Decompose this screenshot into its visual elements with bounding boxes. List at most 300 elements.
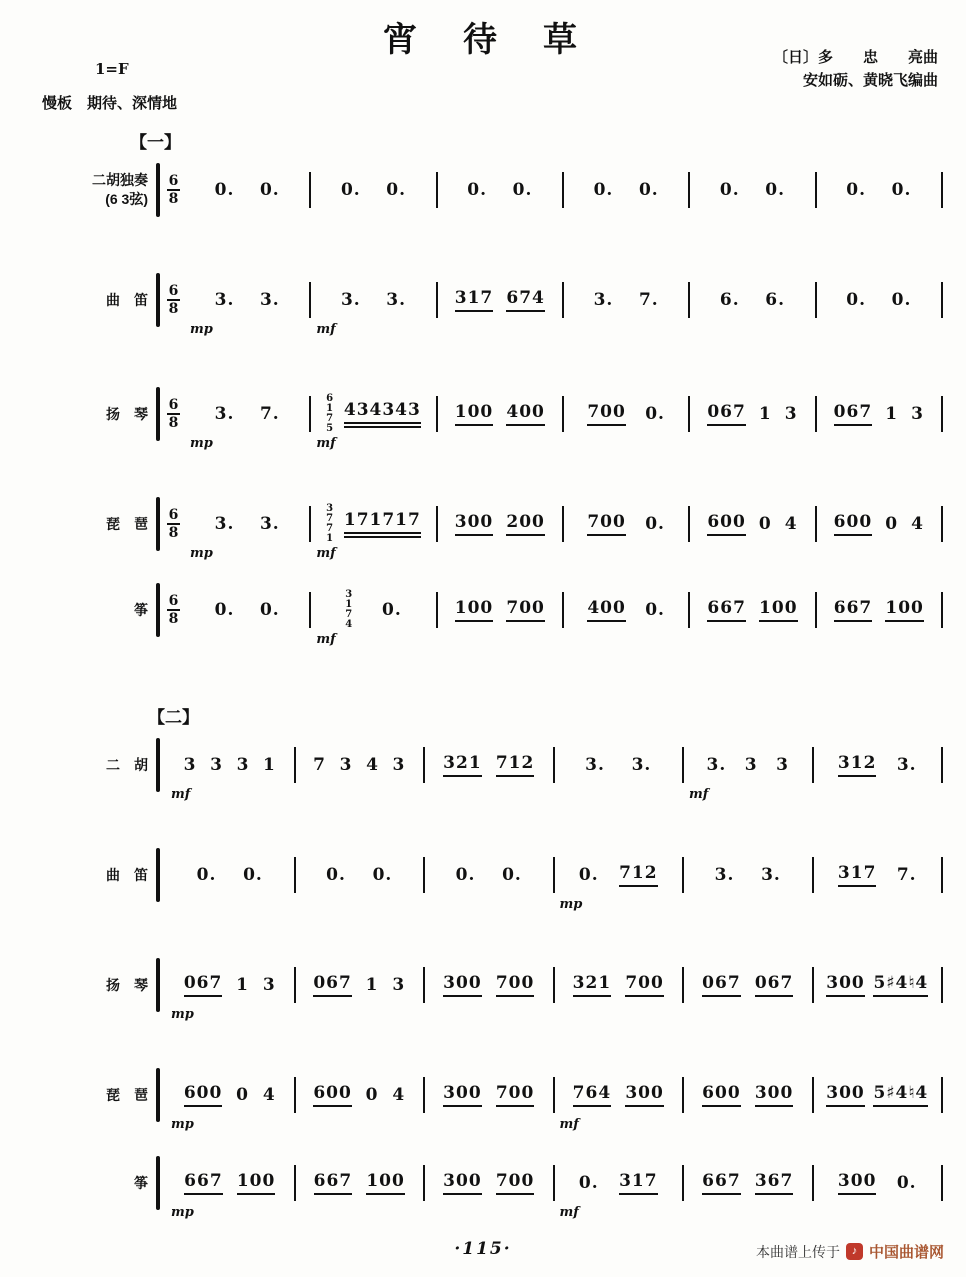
measure-line xyxy=(167,855,944,912)
composer-credits xyxy=(773,46,938,93)
time-signature-numerator: 6 xyxy=(168,283,179,299)
barline xyxy=(941,857,943,893)
barline xyxy=(941,592,943,628)
score-body xyxy=(0,128,966,1220)
barline xyxy=(423,747,425,783)
measure xyxy=(167,745,293,802)
note-group: 400 xyxy=(506,402,545,426)
barline xyxy=(294,967,296,1003)
dynamic-marking: mf xyxy=(171,787,191,802)
barline xyxy=(682,857,684,893)
staff-bracket xyxy=(156,738,160,792)
note-group: 0. xyxy=(196,865,217,885)
instrument-label-col xyxy=(30,866,156,885)
chord-note: 1 xyxy=(326,533,334,544)
dynamic-marking: mp xyxy=(559,897,583,912)
note-group: 3. xyxy=(259,514,280,534)
note-group: 0. xyxy=(891,180,912,200)
instrument-label-col xyxy=(30,756,156,775)
note-group: 0. xyxy=(259,180,280,200)
barline xyxy=(309,396,311,432)
note-group: 6. xyxy=(719,290,740,310)
section-marker: 【二】 xyxy=(148,708,199,727)
time-signature xyxy=(167,174,180,206)
barline xyxy=(294,1165,296,1201)
dynamic-marking: mp xyxy=(171,1205,194,1220)
barline xyxy=(562,172,564,208)
barline xyxy=(941,172,943,208)
measure xyxy=(818,170,940,210)
note-group: 067 xyxy=(184,973,223,997)
note-group: 667 xyxy=(184,1171,223,1195)
note-group: 0. xyxy=(340,180,361,200)
time-signature xyxy=(167,508,180,540)
measure xyxy=(556,745,682,785)
note-group: 0. xyxy=(645,514,665,534)
measure xyxy=(815,855,941,895)
note-group: 300 xyxy=(826,1083,865,1107)
measure xyxy=(818,394,940,434)
barline xyxy=(688,282,690,318)
measure xyxy=(167,1163,293,1220)
note-group: 7. xyxy=(638,290,659,310)
note-group: 6. xyxy=(765,290,786,310)
measure xyxy=(312,170,434,210)
note-group: 3. xyxy=(585,755,605,775)
instrument-label: 曲 笛 xyxy=(106,291,148,308)
note-group: 5♯4♮4 xyxy=(873,973,928,997)
staves-group xyxy=(30,163,944,647)
note-group: 712 xyxy=(496,753,535,777)
staff-bracket xyxy=(156,497,160,551)
arranger-line: 安如砺、黄晓飞编曲 xyxy=(802,72,938,90)
note-group: 321 xyxy=(443,753,482,777)
barline xyxy=(562,592,564,628)
barline xyxy=(423,1077,425,1113)
tempo-marking: 慢板 期待、深情地 xyxy=(42,95,178,112)
note-group: 3. xyxy=(896,755,917,775)
page-footer xyxy=(0,1239,966,1263)
barline xyxy=(553,967,555,1003)
note-group: 0. xyxy=(593,180,614,200)
note-group: 5♯4♮4 xyxy=(873,1083,928,1107)
barline xyxy=(423,1165,425,1201)
note-group: 0. xyxy=(214,180,235,200)
note-group: 600 xyxy=(184,1083,223,1107)
barline xyxy=(941,1077,943,1113)
note-group: 3. xyxy=(631,755,652,775)
measure xyxy=(685,1163,811,1203)
note-group: 3 xyxy=(236,755,250,775)
barline xyxy=(309,282,311,318)
note-group: 0. xyxy=(896,1173,917,1193)
chord-note: 5 xyxy=(326,423,334,434)
note-group: 0 xyxy=(236,1085,249,1105)
barline xyxy=(553,857,555,893)
note-group: 300 xyxy=(826,973,865,997)
instrument-sublabel: (6 3弦) xyxy=(105,191,148,207)
measure xyxy=(439,280,561,320)
note-group: 100 xyxy=(885,598,924,622)
measure xyxy=(439,170,561,210)
note-group: 067 xyxy=(313,973,352,997)
measure xyxy=(815,745,941,785)
time-signature-denominator: 8 xyxy=(168,525,179,541)
note-group: 600 xyxy=(313,1083,352,1107)
note-group: 300 xyxy=(838,1171,877,1195)
note-group: 3 xyxy=(339,755,353,775)
measure-line xyxy=(186,170,944,210)
section-marker: 【一】 xyxy=(130,133,181,152)
note-group: 434343 xyxy=(344,400,421,428)
note-group: 067 xyxy=(707,402,746,426)
note-group: 300 xyxy=(443,1083,482,1107)
barline xyxy=(553,1077,555,1113)
barline xyxy=(294,1077,296,1113)
barline xyxy=(436,172,438,208)
note-group: 200 xyxy=(506,512,545,536)
note-group: 667 xyxy=(314,1171,353,1195)
note-group: 100 xyxy=(455,402,494,426)
note-group: 4 xyxy=(366,755,379,775)
note-group: 321 xyxy=(573,973,612,997)
instrument-label: 筝 xyxy=(134,1174,148,1191)
measure-line xyxy=(167,745,944,802)
dynamic-marking: mf xyxy=(689,787,709,802)
note-group: 600 xyxy=(707,512,746,536)
chord-note: 3 xyxy=(345,589,353,600)
note-group: 667 xyxy=(702,1171,741,1195)
note-group: 067 xyxy=(834,402,873,426)
note-group: 171717 xyxy=(344,510,421,538)
note-group: 600 xyxy=(702,1083,741,1107)
time-signature xyxy=(167,398,180,430)
barline xyxy=(562,282,564,318)
measure xyxy=(426,1075,552,1115)
instrument-label-col xyxy=(30,291,156,310)
measure xyxy=(556,855,682,912)
note-group: 0. xyxy=(645,600,665,620)
note-group: 067 xyxy=(755,973,794,997)
barline xyxy=(688,506,690,542)
note-group: 300 xyxy=(625,1083,664,1107)
note-group: 0. xyxy=(455,865,476,885)
score-header xyxy=(0,0,966,128)
measure xyxy=(426,1163,552,1203)
note-group: 700 xyxy=(506,598,545,622)
measure xyxy=(312,503,434,561)
site-name: 中国曲谱网 xyxy=(868,1244,944,1261)
barline xyxy=(309,592,311,628)
measure xyxy=(565,590,687,630)
instrument-label-col xyxy=(30,601,156,620)
note-group: 0. xyxy=(846,290,866,310)
note-group: 0. xyxy=(214,600,235,620)
dynamic-marking: mp xyxy=(171,1007,194,1022)
barline xyxy=(941,282,943,318)
note-group: 3 xyxy=(392,975,406,995)
barline xyxy=(812,747,814,783)
staff-bracket xyxy=(156,1156,160,1210)
note-group: 0. xyxy=(765,180,786,200)
instrument-label: 琵 琶 xyxy=(106,1086,148,1103)
note-group: 3 xyxy=(262,975,276,995)
note-group: 600 xyxy=(834,512,873,536)
time-signature-numerator: 6 xyxy=(168,507,179,523)
measure xyxy=(691,280,813,320)
note-group: 7. xyxy=(896,865,917,885)
note-group: 100 xyxy=(455,598,494,622)
measure xyxy=(439,394,561,434)
barline xyxy=(436,396,438,432)
barline xyxy=(812,857,814,893)
instrument-label-col xyxy=(30,1086,156,1105)
staff-row xyxy=(30,848,944,912)
barline xyxy=(815,172,817,208)
measure-line xyxy=(167,1163,944,1220)
score-section xyxy=(30,703,944,1220)
measure-line xyxy=(167,965,944,1022)
note-group: 0. xyxy=(386,180,407,200)
note-group: 317 xyxy=(619,1171,658,1195)
note-group: 0. xyxy=(502,865,522,885)
note-group: 3. xyxy=(386,290,407,310)
note-group: 3 xyxy=(744,755,758,775)
barline xyxy=(436,592,438,628)
note-group: 3 xyxy=(776,755,789,775)
note-group: 667 xyxy=(707,598,746,622)
barline xyxy=(553,1165,555,1201)
measure xyxy=(312,393,434,451)
note-group: 300 xyxy=(443,973,482,997)
note-group: 764 xyxy=(573,1083,612,1107)
measure xyxy=(691,394,813,434)
barline xyxy=(553,747,555,783)
note-group: 0 xyxy=(885,514,899,534)
barline xyxy=(562,506,564,542)
measure xyxy=(167,855,293,895)
measure xyxy=(186,280,308,337)
note-group: 367 xyxy=(755,1171,794,1195)
barline xyxy=(812,967,814,1003)
note-group: 0. xyxy=(326,865,346,885)
note-group: 700 xyxy=(496,1083,535,1107)
measure xyxy=(426,745,552,785)
measure xyxy=(815,1163,941,1203)
note-group: 700 xyxy=(587,402,626,426)
note-group: 4 xyxy=(911,514,924,534)
instrument-label: 二胡独奏 xyxy=(92,172,148,189)
time-signature xyxy=(167,594,180,626)
measure xyxy=(186,504,308,561)
measure xyxy=(186,170,308,210)
measure-line xyxy=(186,393,944,451)
note-group: 3 xyxy=(784,404,798,424)
note-group: 3 xyxy=(210,755,223,775)
barline xyxy=(812,1165,814,1201)
staff-row xyxy=(30,1068,944,1132)
note-group: 0. xyxy=(578,1173,599,1193)
time-signature xyxy=(167,284,180,316)
note-group: 0. xyxy=(372,865,393,885)
chord-note: 7 xyxy=(345,609,353,620)
staff-bracket xyxy=(156,163,160,217)
time-signature-numerator: 6 xyxy=(168,593,179,609)
note-group: 067 xyxy=(702,973,741,997)
measure xyxy=(439,590,561,630)
measure-line xyxy=(186,280,944,337)
barline xyxy=(436,506,438,542)
measure xyxy=(426,855,552,895)
staff-row xyxy=(30,738,944,802)
dynamic-marking: mp xyxy=(190,546,213,561)
instrument-label: 曲 笛 xyxy=(106,866,148,883)
instrument-label: 琵 琶 xyxy=(106,515,148,532)
note-group: 317 xyxy=(455,288,494,312)
note-group: 3. xyxy=(340,290,361,310)
note-group: 3. xyxy=(214,514,235,534)
note-group: 300 xyxy=(443,1171,482,1195)
barline xyxy=(682,967,684,1003)
note-group: 700 xyxy=(496,1171,535,1195)
staff-row xyxy=(30,583,944,647)
score-title: 宵 待 草 xyxy=(383,20,583,60)
barline xyxy=(941,967,943,1003)
note-group: 700 xyxy=(496,973,535,997)
chord-stack xyxy=(326,504,333,544)
staff-bracket xyxy=(156,583,160,637)
note-group: 0. xyxy=(512,180,533,200)
page-number: ·115· xyxy=(454,1239,512,1259)
key-signature: 1=F xyxy=(95,60,129,78)
note-group: 3. xyxy=(706,755,727,775)
barline xyxy=(812,1077,814,1113)
measure xyxy=(685,745,811,802)
barline xyxy=(682,1165,684,1201)
barline xyxy=(294,857,296,893)
measure xyxy=(691,590,813,630)
chord-note: 4 xyxy=(345,619,353,630)
note-group: 1 xyxy=(885,404,899,424)
instrument-label-col xyxy=(30,405,156,424)
measure xyxy=(565,280,687,320)
barline xyxy=(941,396,943,432)
note-group: 1 xyxy=(365,975,379,995)
measure xyxy=(685,1075,811,1115)
measure xyxy=(691,170,813,210)
staves-group xyxy=(30,738,944,1220)
barline xyxy=(941,747,943,783)
barline xyxy=(815,506,817,542)
chord-note: 3 xyxy=(326,503,334,514)
note-group: 100 xyxy=(366,1171,405,1195)
time-signature-denominator: 8 xyxy=(168,191,179,207)
staff-bracket xyxy=(156,1068,160,1122)
measure xyxy=(818,590,940,630)
time-signature-denominator: 8 xyxy=(168,611,179,627)
measure xyxy=(556,965,682,1005)
note-group: 3. xyxy=(714,865,735,885)
chord-note: 1 xyxy=(326,403,334,414)
measure xyxy=(565,504,687,544)
staff-bracket xyxy=(156,387,160,441)
upload-note-text: 本曲谱上传于 xyxy=(755,1243,840,1260)
measure xyxy=(312,280,434,337)
instrument-label-col xyxy=(30,1174,156,1193)
note-group: 700 xyxy=(625,973,664,997)
barline xyxy=(294,747,296,783)
measure xyxy=(818,504,940,544)
barline xyxy=(815,282,817,318)
note-group: 0. xyxy=(638,180,659,200)
staff-bracket xyxy=(156,273,160,327)
measure xyxy=(297,855,423,895)
site-watermark xyxy=(756,1241,944,1262)
staff-row xyxy=(30,163,944,217)
barline xyxy=(562,396,564,432)
note-group: 3. xyxy=(593,290,614,310)
instrument-label-col xyxy=(30,515,156,534)
note-group: 700 xyxy=(587,512,626,536)
measure xyxy=(426,965,552,1005)
staff-row xyxy=(30,497,944,561)
note-group: 4 xyxy=(392,1085,406,1105)
measure xyxy=(167,965,293,1022)
note-group: 300 xyxy=(755,1083,794,1107)
note-group: 100 xyxy=(759,598,798,622)
staff-row xyxy=(30,958,944,1022)
note-group: 0. xyxy=(645,404,665,424)
note-group: 3 xyxy=(392,755,406,775)
barline xyxy=(688,396,690,432)
instrument-label-col xyxy=(30,976,156,995)
dynamic-marking: mf xyxy=(316,632,336,647)
measure xyxy=(439,504,561,544)
measure-line xyxy=(167,1075,944,1132)
note-group: 0. xyxy=(846,180,866,200)
time-signature-numerator: 6 xyxy=(168,397,179,413)
time-signature-numerator: 6 xyxy=(168,173,179,189)
note-group: 0 xyxy=(758,514,772,534)
note-group: 3 xyxy=(183,755,197,775)
dynamic-marking: mp xyxy=(190,436,213,451)
chord-note: 7 xyxy=(326,513,334,524)
staff-row xyxy=(30,1156,944,1220)
chord-note: 7 xyxy=(326,413,334,424)
note-group: 3 xyxy=(911,404,924,424)
note-group: 1 xyxy=(236,975,249,995)
staff-row xyxy=(30,387,944,451)
barline xyxy=(309,506,311,542)
chord-stack xyxy=(326,394,333,434)
dynamic-marking: mf xyxy=(316,322,336,337)
measure xyxy=(312,589,434,647)
note-group: 712 xyxy=(619,863,658,887)
instrument-label: 筝 xyxy=(134,601,148,618)
barline xyxy=(688,592,690,628)
note-group: 400 xyxy=(587,598,626,622)
note-group: 1 xyxy=(758,404,772,424)
note-group: 0. xyxy=(259,600,280,620)
measure xyxy=(565,394,687,434)
note-group: 0. xyxy=(243,865,263,885)
staff-bracket xyxy=(156,848,160,902)
note-group: 312 xyxy=(838,753,877,777)
note-group: 1 xyxy=(263,755,276,775)
dynamic-marking: mp xyxy=(171,1117,194,1132)
measure xyxy=(186,394,308,451)
barline xyxy=(423,857,425,893)
